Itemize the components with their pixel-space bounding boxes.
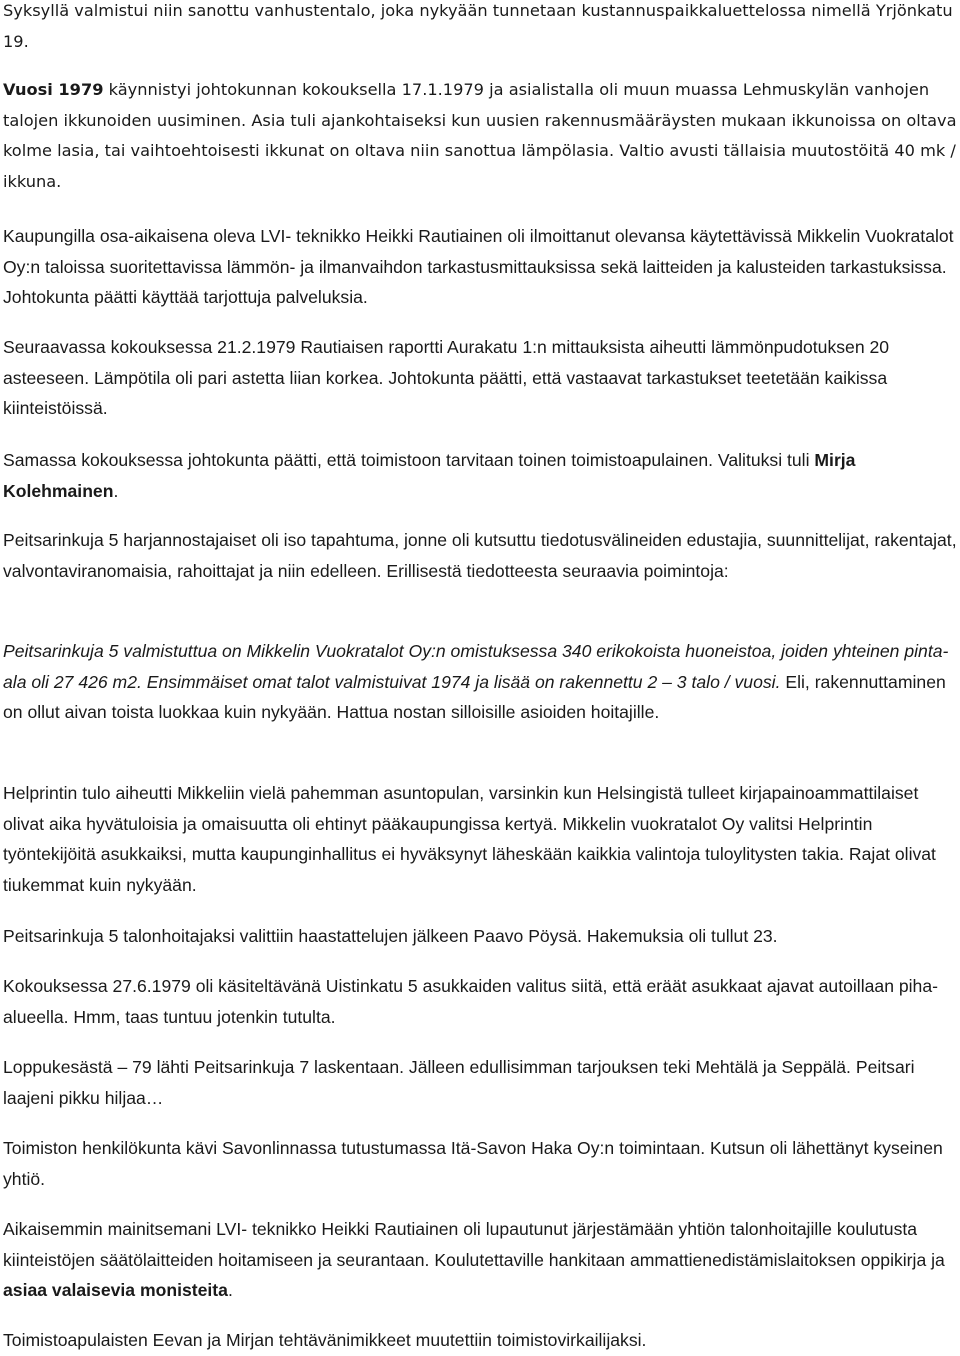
paragraph-8: Helprintin tulo aiheutti Mikkeliin vielä pahemman asuntopulan, varsinkin kun Helsingistä tulleet kirjapainoammattilaiset olivat aika hyvätuloisia ja omaisuutta oli ehtinyt pääkaupungissa kertyä. Mikkelin vuokratalot Oy valitsi Helprintin työntekijöitä asukkaiksi, mutta kaupunginhallitus ei hyväksynyt läheskään kaikkia valintoja tuloylitysten takia. Rajat olivat tiukemmat kuin nykyään.: [3, 783, 936, 895]
paragraph-1: Syksyllä valmistui niin sanottu vanhustentalo, joka nykyään tunnetaan kustannuspaikkaluettelossa nimellä Yrjönkatu 19.: [3, 1, 953, 51]
paragraph-4: Seuraavassa kokouksessa 21.2.1979 Rautiaisen raportti Aurakatu 1:n mittauksista aiheutti lämmönpudotuksen 20 asteeseen. Lämpötila oli pari astetta liian korkea. Johtokunta päätti, että vastaavat tarkastukset teetetään kaikissa kiinteistöissä.: [3, 337, 890, 418]
highlighted-phrase: asiaa valaisevia monisteita: [3, 1280, 228, 1300]
paragraph-11: Loppukesästä – 79 lähti Peitsarinkuja 7 laskentaan. Jälleen edullisimman tarjouksen teki Mehtälä ja Seppälä. Peitsari laajeni pikku hiljaa…: [3, 1057, 915, 1108]
paragraph-6: Peitsarinkuja 5 harjannostajaiset oli iso tapahtuma, jonne oli kutsuttu tiedotusvälineiden edustajia, suunnittelijat, rakentajat, valvontaviranomaisia, rahoittajat ja niin edelleen. Erillisestä tiedotteesta seuraavia poimintoja:: [3, 530, 957, 581]
press-release-quote: Peitsarinkuja 5 valmistuttua on Mikkelin Vuokratalot Oy:n omistuksessa 340 erikokoista huoneistoa, joiden yhteinen pinta-ala oli 27 426 m2. Ensimmäiset omat talot valmistuivat 1974 ja lisää on rakennettu 2 – 3 talo / vuosi.: [3, 641, 949, 692]
paragraph-9: Peitsarinkuja 5 talonhoitajaksi valittiin haastattelujen jälkeen Paavo Pöysä. Hakemuksia oli tullut 23.: [3, 926, 778, 946]
paragraph-2: Vuosi 1979 käynnistyi johtokunnan kokouksella 17.1.1979 ja asialistalla oli muun muassa Lehmuskylän vanhojen talojen ikkunoiden uusiminen. Asia tuli ajankohtaiseksi kun uusien rakennusmääräysten mukaan ikkunoissa on oltava kolme lasia, tai vaihtoehtoisesti ikkunat on oltava niin sanottua lämpölasia. Valtio avusti tällaisia muutostöitä 40 mk / ikkuna.: [3, 80, 957, 191]
paragraph-13: Aikaisemmin mainitsemani LVI- teknikko Heikki Rautiainen oli lupautunut järjestämään yhtiön talonhoitajille koulutusta kiinteistöjen säätölaitteiden hoitamiseen ja seurantaan. Koulutettaville hankitaan ammattienedistämislaitoksen oppikirja ja asiaa valaisevia monisteita.: [3, 1219, 945, 1300]
paragraph-10: Kokouksessa 27.6.1979 oli käsiteltävänä Uistinkatu 5 asukkaiden valitus siitä, että eräät asukkaat ajavat autoillaan piha-alueella. Hmm, taas tuntuu jotenkin tutulta.: [3, 976, 938, 1027]
paragraph-3: Kaupungilla osa-aikaisena oleva LVI- teknikko Heikki Rautiainen oli ilmoittanut olevansa käytettävissä Mikkelin Vuokratalot Oy:n taloissa suoritettavissa lämmön- ja ilmanvaihdon tarkastusmittauksissa sekä laitteiden ja kalusteiden tarkastuksissa. Johtokunta päätti käyttää tarjottuja palveluksia.: [3, 226, 954, 307]
paragraph-14: Toimistoapulaisten Eevan ja Mirjan tehtävänimikkeet muutettiin toimistovirkailijaksi.: [3, 1330, 647, 1350]
paragraph-12: Toimiston henkilökunta kävi Savonlinnassa tutustumassa Itä-Savon Haka Oy:n toimintaan. Kutsun oli lähettänyt kyseinen yhtiö.: [3, 1138, 943, 1189]
highlighted-name: Mirja Kolehmainen: [3, 450, 856, 501]
paragraph-5: Samassa kokouksessa johtokunta päätti, että toimistoon tarvitaan toinen toimistoapulainen. Valituksi tuli Mirja Kolehmainen.: [3, 450, 856, 501]
year-heading: Vuosi 1979: [3, 80, 104, 99]
paragraph-7: Peitsarinkuja 5 valmistuttua on Mikkelin Vuokratalot Oy:n omistuksessa 340 erikokoista huoneistoa, joiden yhteinen pinta-ala oli 27 426 m2. Ensimmäiset omat talot valmistuivat 1974 ja lisää on rakennettu 2 – 3 talo / vuosi. Eli, rakennuttaminen on ollut aivan toista luokkaa kuin nykyään. Hattua nostan silloisille asioiden hoitajille.: [3, 641, 949, 722]
